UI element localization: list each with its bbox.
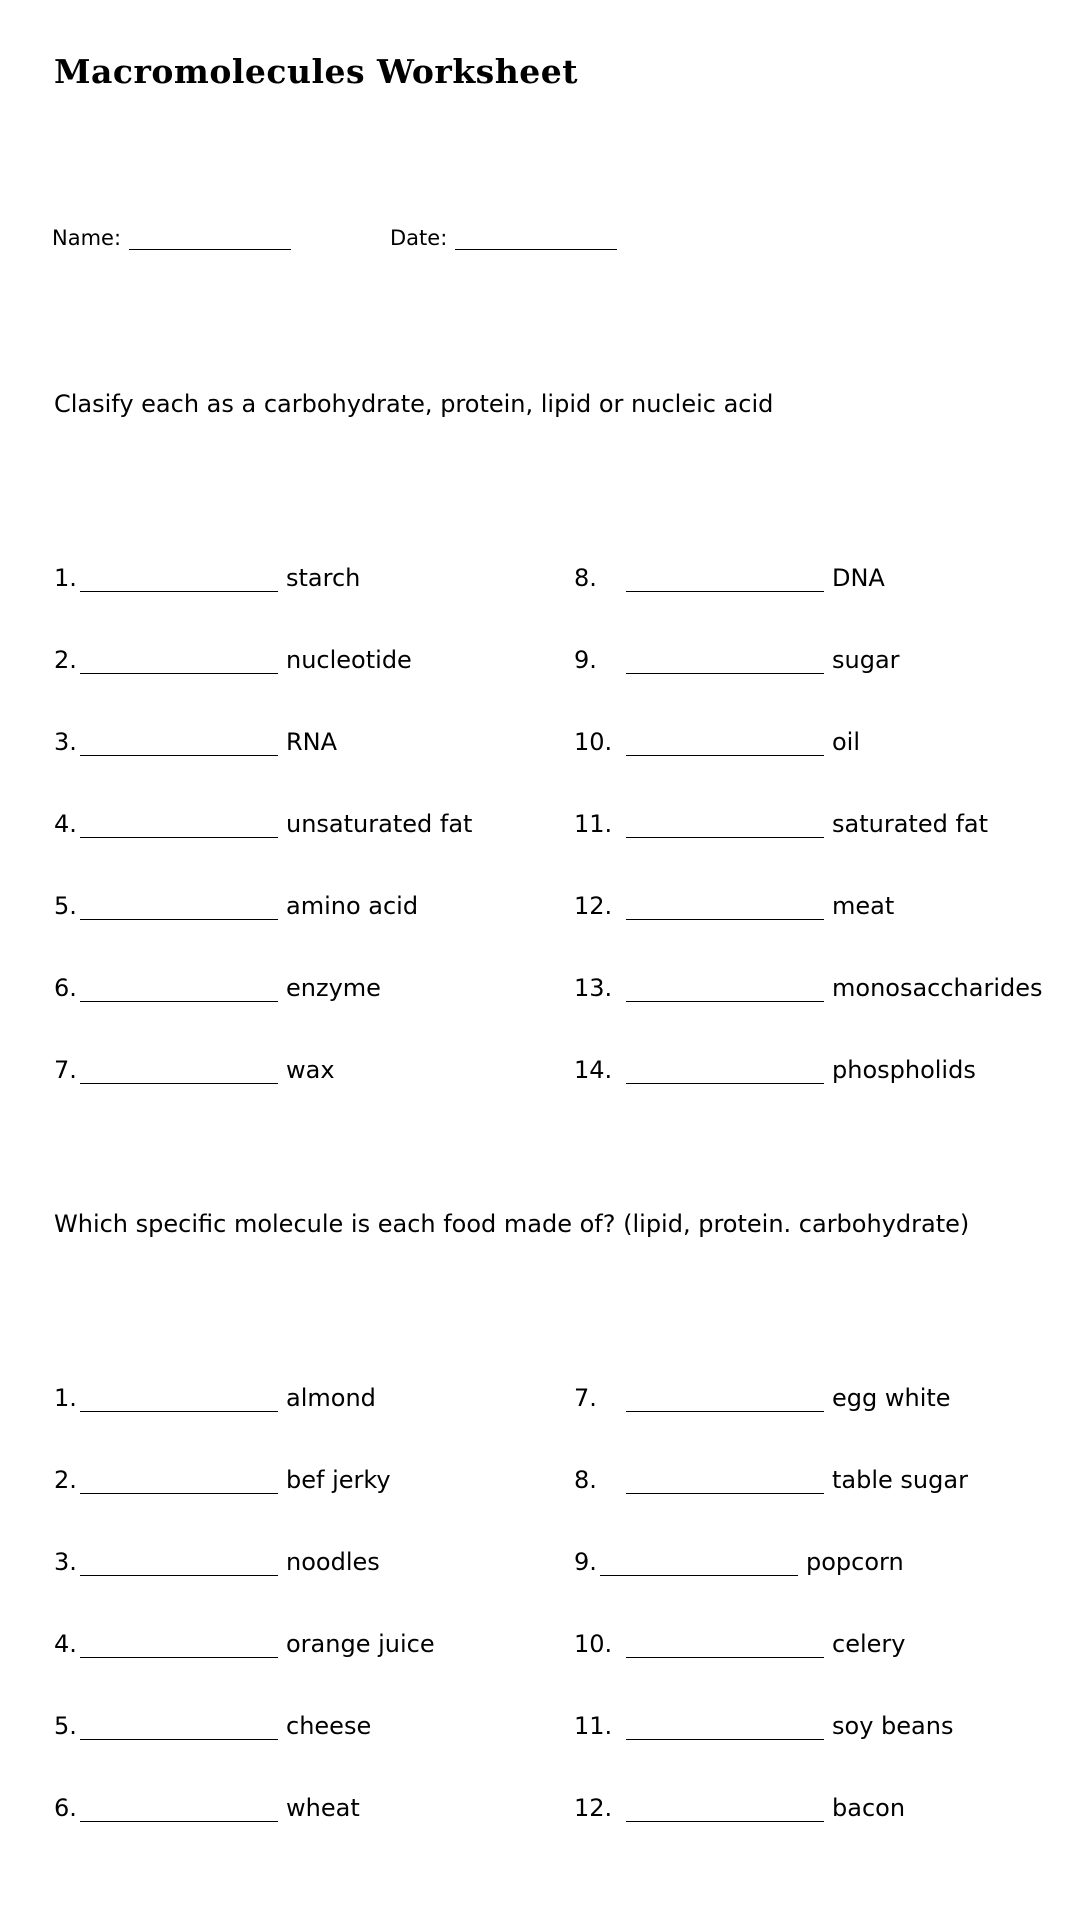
item-term: saturated fat xyxy=(832,810,989,838)
item-number: 7. xyxy=(54,1056,77,1084)
item-number: 10. xyxy=(574,1630,613,1658)
item-number: 9. xyxy=(574,1548,597,1576)
answer-blank[interactable] xyxy=(80,977,278,1002)
list-item xyxy=(574,1700,953,1740)
item-term: wheat xyxy=(286,1794,360,1822)
answer-blank[interactable] xyxy=(80,1797,278,1822)
item-term: monosaccharides xyxy=(832,974,1043,1002)
section2-instruction: Which specific molecule is each food made of? (lipid, protein. carbohydrate) xyxy=(54,1210,970,1238)
list-item xyxy=(574,552,885,592)
answer-blank[interactable] xyxy=(80,1715,278,1740)
item-number: 3. xyxy=(54,1548,77,1576)
item-number: 12. xyxy=(574,892,613,920)
name-field xyxy=(52,226,291,250)
list-item xyxy=(574,716,860,756)
list-item xyxy=(574,1536,904,1576)
list-item xyxy=(574,880,894,920)
item-term: nucleotide xyxy=(286,646,412,674)
item-number: 10. xyxy=(574,728,613,756)
answer-blank[interactable] xyxy=(80,895,278,920)
item-term: orange juice xyxy=(286,1630,435,1658)
item-term: celery xyxy=(832,1630,906,1658)
item-number: 1. xyxy=(54,564,77,592)
item-term: soy beans xyxy=(832,1712,954,1740)
item-number: 4. xyxy=(54,810,77,838)
list-item xyxy=(54,1372,376,1412)
answer-blank[interactable] xyxy=(626,1059,824,1084)
answer-blank[interactable] xyxy=(80,731,278,756)
item-number: 1. xyxy=(54,1384,77,1412)
list-item xyxy=(54,798,472,838)
item-term: egg white xyxy=(832,1384,951,1412)
list-item xyxy=(54,1454,391,1494)
item-term: oil xyxy=(832,728,861,756)
list-item xyxy=(54,962,381,1002)
item-term: phospholids xyxy=(832,1056,976,1084)
answer-blank[interactable] xyxy=(80,1387,278,1412)
item-term: popcorn xyxy=(806,1548,904,1576)
item-number: 2. xyxy=(54,646,77,674)
answer-blank[interactable] xyxy=(80,1059,278,1084)
item-number: 5. xyxy=(54,892,77,920)
list-item xyxy=(54,1700,371,1740)
item-term: almond xyxy=(286,1384,376,1412)
item-number: 5. xyxy=(54,1712,77,1740)
item-number: 8. xyxy=(574,1466,597,1494)
item-number: 3. xyxy=(54,728,77,756)
list-item xyxy=(574,1372,951,1412)
list-item xyxy=(574,1782,905,1822)
name-blank[interactable] xyxy=(129,229,291,250)
list-item xyxy=(54,880,418,920)
list-item xyxy=(574,1618,905,1658)
list-item xyxy=(54,552,360,592)
item-term: unsaturated fat xyxy=(286,810,473,838)
item-number: 14. xyxy=(574,1056,613,1084)
item-term: DNA xyxy=(832,564,885,592)
item-term: sugar xyxy=(832,646,900,674)
date-label: Date: xyxy=(390,226,448,250)
answer-blank[interactable] xyxy=(80,813,278,838)
answer-blank[interactable] xyxy=(626,1797,824,1822)
list-item xyxy=(54,716,337,756)
list-item xyxy=(574,1044,976,1084)
answer-blank[interactable] xyxy=(626,977,824,1002)
item-number: 8. xyxy=(574,564,597,592)
answer-blank[interactable] xyxy=(626,813,824,838)
item-term: cheese xyxy=(286,1712,372,1740)
item-number: 9. xyxy=(574,646,597,674)
list-item xyxy=(574,634,900,674)
answer-blank[interactable] xyxy=(80,1469,278,1494)
list-item xyxy=(54,1044,335,1084)
answer-blank[interactable] xyxy=(626,1469,824,1494)
answer-blank[interactable] xyxy=(80,1551,278,1576)
item-term: noodles xyxy=(286,1548,380,1576)
item-number: 13. xyxy=(574,974,613,1002)
answer-blank[interactable] xyxy=(626,895,824,920)
item-number: 4. xyxy=(54,1630,77,1658)
answer-blank[interactable] xyxy=(626,731,824,756)
item-number: 12. xyxy=(574,1794,613,1822)
answer-blank[interactable] xyxy=(626,1633,824,1658)
item-number: 6. xyxy=(54,974,77,1002)
item-term: wax xyxy=(286,1056,335,1084)
item-number: 2. xyxy=(54,1466,77,1494)
item-term: bacon xyxy=(832,1794,906,1822)
list-item xyxy=(54,1618,435,1658)
section1-instruction: Clasify each as a carbohydrate, protein, lipid or nucleic acid xyxy=(54,390,774,418)
item-number: 11. xyxy=(574,810,613,838)
list-item xyxy=(54,1782,360,1822)
answer-blank[interactable] xyxy=(626,567,824,592)
list-item xyxy=(54,1536,380,1576)
item-number: 11. xyxy=(574,1712,613,1740)
list-item xyxy=(574,798,988,838)
item-term: meat xyxy=(832,892,895,920)
answer-blank[interactable] xyxy=(80,567,278,592)
list-item xyxy=(54,634,412,674)
answer-blank[interactable] xyxy=(80,1633,278,1658)
item-term: bef jerky xyxy=(286,1466,391,1494)
name-label: Name: xyxy=(52,226,122,250)
item-term: enzyme xyxy=(286,974,381,1002)
answer-blank[interactable] xyxy=(600,1551,798,1576)
item-term: amino acid xyxy=(286,892,419,920)
list-item xyxy=(574,962,1043,1002)
item-term: table sugar xyxy=(832,1466,968,1494)
page-title: Macromolecules Worksheet xyxy=(54,52,578,91)
answer-blank[interactable] xyxy=(626,1715,824,1740)
answer-blank[interactable] xyxy=(626,1387,824,1412)
item-number: 6. xyxy=(54,1794,77,1822)
item-term: RNA xyxy=(286,728,338,756)
item-number: 7. xyxy=(574,1384,597,1412)
answer-blank[interactable] xyxy=(80,649,278,674)
date-field xyxy=(390,226,617,250)
list-item xyxy=(574,1454,968,1494)
answer-blank[interactable] xyxy=(626,649,824,674)
date-blank[interactable] xyxy=(455,229,617,250)
item-term: starch xyxy=(286,564,361,592)
